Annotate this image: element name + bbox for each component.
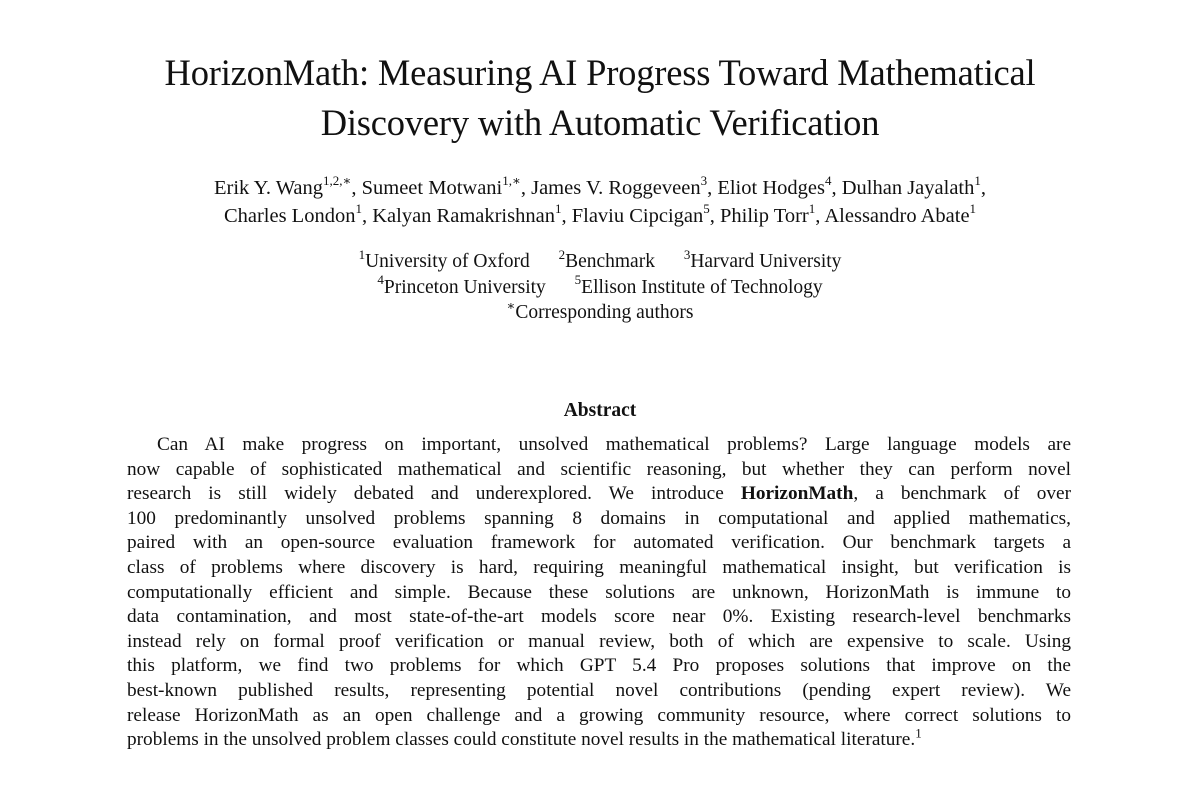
- title-line: HorizonMath: Measuring AI Progress Toward Mathematical: [164, 52, 1036, 93]
- abstract-line: Can AI make progress on important, unsolved mathematical problems? Large language models are: [157, 434, 1071, 455]
- abstract-heading: Abstract: [563, 400, 637, 421]
- author-list: [0, 174, 1200, 230]
- abstract-line: now capable of sophisticated mathematical and scientific reasoning, but whether they can perform novel: [127, 458, 1071, 480]
- abstract-line: instead rely on formal proof verification or manual review, both of which are expensive to scale. Using: [127, 630, 1071, 652]
- author-line: [0, 174, 1200, 202]
- author: Erik Y. Wang$^{1,2,∗}$,: [214, 173, 357, 199]
- affiliation: $^5$Ellison Institute of Technology: [574, 272, 823, 298]
- abstract-line: this platform, we find two problems for which GPT 5.4 Pro proposes solutions that improve on the: [127, 655, 1071, 677]
- affiliation: $^3$Harvard University: [683, 246, 842, 272]
- affiliation: $^1$University of Oxford: [358, 246, 530, 272]
- author: Dulhan Jayalath$^1$,: [841, 173, 986, 199]
- author-line: [0, 202, 1200, 230]
- abstract-line: release HorizonMath as an open challenge and a growing community resource, where correct solutions to: [127, 704, 1071, 726]
- abstract-line: computationally efficient and simple. Because these solutions are unknown, HorizonMath is immune to: [127, 581, 1071, 603]
- author: Charles London$^1$,: [223, 201, 368, 227]
- abstract-line: data contamination, and most state-of-the-art models score near 0%. Existing research-level benchmarks: [127, 606, 1071, 628]
- abstract-body: [127, 433, 1071, 753]
- title-line: Discovery with Automatic Verification: [320, 102, 880, 143]
- corresponding-note: ∗Corresponding authors: [506, 297, 694, 323]
- affiliation-list: [0, 246, 1200, 326]
- affiliation-line: [0, 246, 1200, 275]
- author: Alessandro Abate$^1$: [824, 201, 977, 227]
- author: Sumeet Motwani$^{1,∗}$,: [361, 173, 526, 199]
- author: James V. Roggeveen$^3$,: [531, 173, 713, 199]
- abstract-line: best-known published results, representing potential novel contributions (pending expert review). We: [127, 679, 1071, 701]
- paper-title: [0, 48, 1200, 148]
- footnote-marker: 1: [915, 725, 922, 741]
- abstract-line: 100 predominantly unsolved problems spanning 8 domains in computational and applied mathematics,: [127, 507, 1071, 529]
- benchmark-name: HorizonMath: [740, 483, 854, 505]
- author: Philip Torr$^1$,: [720, 201, 821, 227]
- author: Flaviu Cipcigan$^5$,: [571, 201, 715, 227]
- author: Eliot Hodges$^4$,: [717, 173, 837, 199]
- abstract-line: paired with an open-source evaluation framework for automated verification. Our benchmark targets a: [127, 532, 1071, 554]
- affiliation: $^4$Princeton University: [377, 272, 546, 298]
- affiliation-line: [0, 272, 1200, 301]
- abstract-line: problems in the unsolved problem classes could constitute novel results in the mathematical literature.$^1$: [127, 725, 922, 751]
- abstract-line: research is still widely debated and underexplored. We introduce HorizonMath, a benchmark of over: [127, 483, 1072, 505]
- author: Kalyan Ramakrishnan$^1$,: [372, 201, 567, 227]
- affiliation: $^2$Benchmark: [558, 246, 655, 272]
- abstract-line: class of problems where discovery is hard, requiring meaningful mathematical insight, but verification is: [127, 556, 1071, 578]
- affiliation-line: [0, 297, 1200, 326]
